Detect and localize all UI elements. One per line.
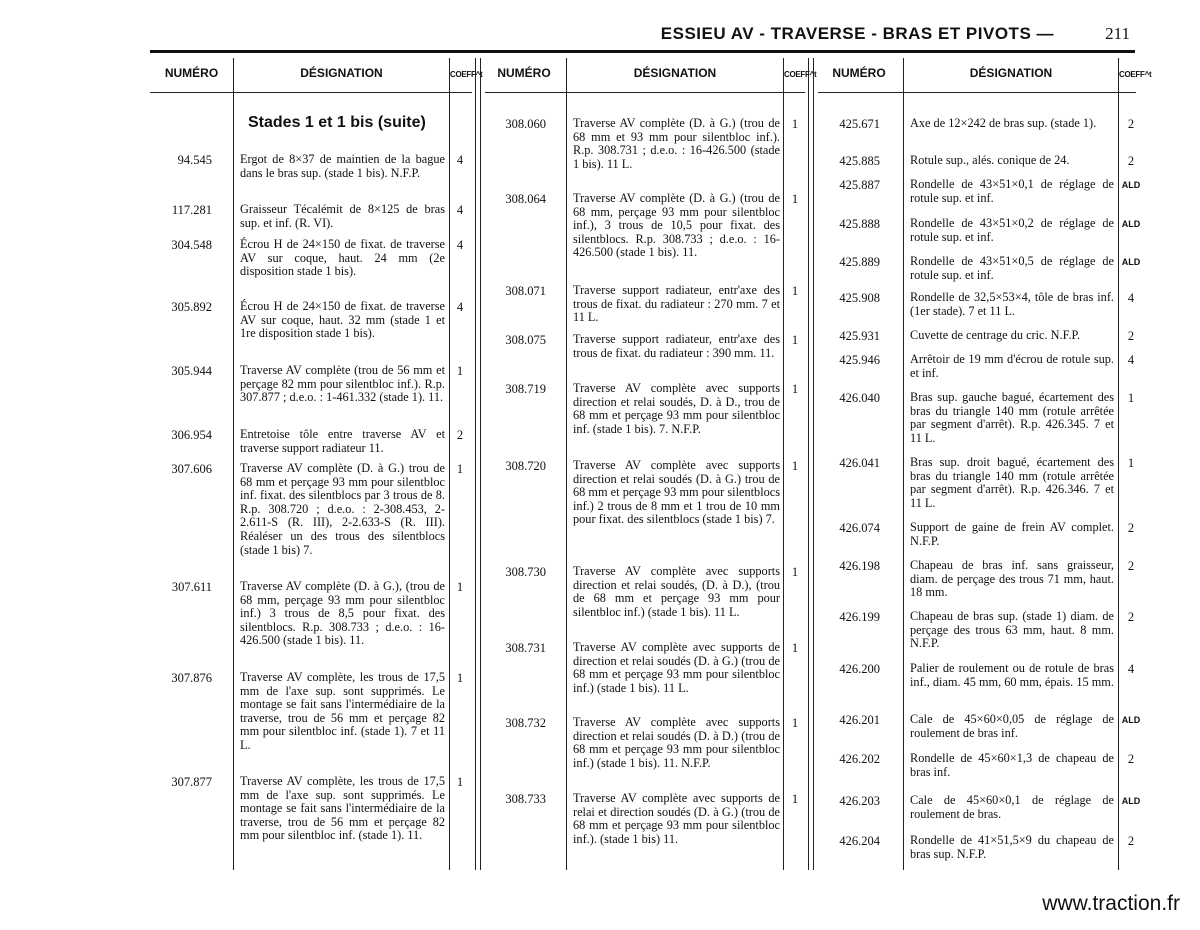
- section-title: Stades 1 et 1 bis (suite): [248, 114, 426, 131]
- part-number: 304.548: [171, 238, 212, 252]
- part-coefficient: 2: [1127, 117, 1135, 131]
- part-coefficient: 1: [791, 117, 799, 131]
- part-designation: Entretoise tôle entre traverse AV et traverse support radiateur 11.: [240, 427, 445, 455]
- part-designation: Chapeau de bras inf. sans graisseur, diam. de perçage des trous 71 mm, haut. 18 mm.: [910, 558, 1114, 600]
- part-coefficient: ALD: [1121, 180, 1141, 190]
- part-coefficient: 1: [791, 192, 799, 206]
- part-number: 308.720: [505, 459, 546, 473]
- part-number: 306.954: [171, 428, 212, 442]
- column-header-designation: DÉSIGNATION: [969, 66, 1053, 80]
- part-designation: Palier de roulement ou de rotule de bras inf., diam. 45 mm, 60 mm, épais. 15 mm.: [910, 661, 1114, 689]
- part-coefficient: ALD: [1121, 219, 1141, 229]
- part-number: 426.198: [839, 559, 880, 573]
- part-designation: Graisseur Técalémit de 8×125 de bras sup. et inf. (R. VI).: [240, 202, 445, 230]
- part-coefficient: 2: [1127, 521, 1135, 535]
- page-title: ESSIEU AV - TRAVERSE - BRAS ET PIVOTS —: [660, 24, 1054, 43]
- part-designation: Traverse AV complète avec supports direction et relai soudés, (D. à D.), (trou de 68 mm et perçage 93 mm pour silentbloc inf.) (stade 1 bis). 11 L.: [573, 564, 780, 619]
- part-coefficient: 2: [1127, 752, 1135, 766]
- column-header-designation: DÉSIGNATION: [633, 66, 717, 80]
- column-header-numero: NUMÉRO: [497, 66, 551, 80]
- column-divider: [808, 58, 814, 870]
- part-number: 426.040: [839, 391, 880, 405]
- part-designation: Traverse AV complète (D. à G.), (trou de 68 mm, perçage 93 mm pour silentbloc inf.) 3 trous de 8,5 pour fixat. des silentblocs. R.p. 308.733 ; d.e.o. : 16-426.500 (stade 1 bis). 11.: [240, 579, 445, 648]
- part-coefficient: 1: [456, 364, 464, 378]
- header-underline: [150, 92, 472, 93]
- part-number: 308.064: [505, 192, 546, 206]
- part-designation: Rondelle de 41×51,5×9 du chapeau de bras sup. N.F.P.: [910, 833, 1114, 861]
- part-coefficient: 1: [1127, 391, 1135, 405]
- header-rule: [150, 50, 1135, 53]
- part-number: 426.201: [839, 713, 880, 727]
- part-coefficient: 1: [1127, 456, 1135, 470]
- column-header-numero: NUMÉRO: [832, 66, 886, 80]
- part-designation: Cale de 45×60×0,1 de réglage de roulement de bras.: [910, 793, 1114, 821]
- part-number: 425.889: [839, 255, 880, 269]
- header-underline: [818, 92, 1136, 93]
- part-coefficient: 4: [456, 203, 464, 217]
- part-designation: Cale de 45×60×0,05 de réglage de roulement de bras inf.: [910, 712, 1114, 740]
- part-coefficient: ALD: [1121, 796, 1141, 806]
- part-coefficient: 1: [456, 775, 464, 789]
- column-header-coeff: COEFF^t: [1119, 70, 1152, 79]
- part-designation: Traverse AV complète avec supports de direction et relai soudés (D. à G.) (trou de 68 mm et perçage 93 mm pour silentbloc inf.) (stade 1 bis). 11 L.: [573, 640, 780, 695]
- part-number: 308.071: [505, 284, 546, 298]
- part-number: 308.731: [505, 641, 546, 655]
- part-designation: Cuvette de centrage du cric. N.F.P.: [910, 328, 1081, 342]
- part-number: 426.203: [839, 794, 880, 808]
- part-designation: Rondelle de 43×51×0,2 de réglage de rotule sup. et inf.: [910, 216, 1114, 244]
- part-number: 308.719: [505, 382, 546, 396]
- part-number: 425.671: [839, 117, 880, 131]
- part-designation: Axe de 12×242 de bras sup. (stade 1).: [910, 116, 1097, 130]
- part-designation: Écrou H de 24×150 de fixat. de traverse AV sur coque, haut. 24 mm (2e disposition stade 1 bis).: [240, 237, 445, 279]
- part-number: 305.892: [171, 300, 212, 314]
- part-coefficient: 4: [456, 238, 464, 252]
- watermark: www.traction.fr: [1042, 892, 1180, 915]
- part-coefficient: 4: [456, 153, 464, 167]
- part-coefficient: 2: [1127, 834, 1135, 848]
- part-designation: Rondelle de 43×51×0,1 de réglage de rotule sup. et inf.: [910, 177, 1114, 205]
- part-number: 426.199: [839, 610, 880, 624]
- header-underline: [485, 92, 805, 93]
- column-header-coeff: COEFF^t: [450, 70, 483, 79]
- part-coefficient: 4: [1127, 291, 1135, 305]
- part-number: 308.733: [505, 792, 546, 806]
- part-number: 307.606: [171, 462, 212, 476]
- part-number: 425.946: [839, 353, 880, 367]
- part-designation: Ergot de 8×37 de maintien de la bague dans le bras sup. (stade 1 bis). N.F.P.: [240, 152, 445, 180]
- part-coefficient: 2: [456, 428, 464, 442]
- part-designation: Bras sup. droit bagué, écartement des bras du triangle 140 mm (rotule arrêtée par segment d'arrêt). R.p. 426.346. 7 et 11 L.: [910, 455, 1114, 510]
- part-coefficient: 1: [456, 671, 464, 685]
- part-number: 425.887: [839, 178, 880, 192]
- part-designation: Rotule sup., alés. conique de 24.: [910, 153, 1070, 167]
- part-number: 425.885: [839, 154, 880, 168]
- part-number: 308.732: [505, 716, 546, 730]
- part-coefficient: 1: [791, 565, 799, 579]
- part-coefficient: 2: [1127, 154, 1135, 168]
- part-designation: Traverse AV complète avec supports direction et relai soudés (D. à D.) (trou de 68 mm et perçage 93 mm pour silentbloc inf.) (stade 1 bis). 11. N.F.P.: [573, 715, 780, 770]
- part-coefficient: 2: [1127, 610, 1135, 624]
- part-coefficient: 4: [1127, 353, 1135, 367]
- part-coefficient: 2: [1127, 329, 1135, 343]
- part-coefficient: 1: [791, 284, 799, 298]
- part-coefficient: 1: [456, 580, 464, 594]
- part-designation: Traverse AV complète avec supports direction et relai soudés (D. à G.) trou de 68 mm et perçage 93 mm pour silentblocs inf.) 2 trous de 8 mm et 1 trou de 10 mm pour fixat. des silentblocs (stade 1 bis) 7.: [573, 458, 780, 527]
- part-number: 425.908: [839, 291, 880, 305]
- part-coefficient: ALD: [1121, 257, 1141, 267]
- part-number: 426.200: [839, 662, 880, 676]
- part-coefficient: 2: [1127, 559, 1135, 573]
- part-designation: Traverse AV complète avec supports de relai et direction soudés (D. à G.) (trou de 68 mm et perçage 93 mm pour silentbloc inf.). (stade 1 bis) 11.: [573, 791, 780, 846]
- part-coefficient: 4: [1127, 662, 1135, 676]
- part-number: 307.877: [171, 775, 212, 789]
- part-number: 307.611: [171, 580, 212, 594]
- part-number: 426.041: [839, 456, 880, 470]
- part-number: 117.281: [171, 203, 212, 217]
- part-designation: Bras sup. gauche bagué, écartement des bras du triangle 140 mm (rotule arrêtée par segment d'arrêt). R.p. 426.345. 7 et 11 L.: [910, 390, 1114, 445]
- part-designation: Traverse support radiateur, entr'axe des trous de fixat. du radiateur : 270 mm. 7 et 11 L.: [573, 283, 780, 325]
- part-designation: Traverse AV complète (D. à G.) (trou de 68 mm et 93 mm pour silentbloc inf.). R.p. 308.731 ; d.e.o. : 16-426.500 (stade 1 bis). 11 L.: [573, 116, 780, 171]
- column-divider: [903, 58, 904, 870]
- part-designation: Écrou H de 24×150 de fixat. de traverse AV sur coque, haut. 32 mm (stade 1 et 1re disposition stade 1 bis).: [240, 299, 445, 341]
- part-coefficient: ALD: [1121, 715, 1141, 725]
- part-coefficient: 4: [456, 300, 464, 314]
- column-divider: [566, 58, 567, 870]
- part-number: 425.931: [839, 329, 880, 343]
- part-number: 308.060: [505, 117, 546, 131]
- part-designation: Traverse AV complète (trou de 56 mm et perçage 82 mm pour silentbloc inf.). R.p. 307.877 ; d.e.o. : 1-461.332 (stade 1). 11.: [240, 363, 445, 405]
- column-divider: [475, 58, 481, 870]
- part-designation: Traverse AV complète (D. à G.) trou de 68 mm et perçage 93 mm pour silentbloc inf. fixat. des silentblocs par 3 trous de 8. R.p. 308.720 ; d.e.o. : 2-308.453, 2-2.611-S (R. III), 2-2.633-S (R. III). Réaléser un des trous des silentblocs (stade 1 bis) 7.: [240, 461, 445, 557]
- part-coefficient: 1: [791, 792, 799, 806]
- column-header-designation: DÉSIGNATION: [300, 66, 383, 80]
- part-coefficient: 1: [791, 459, 799, 473]
- part-coefficient: 1: [791, 333, 799, 347]
- part-designation: Rondelle de 43×51×0,5 de réglage de rotule sup. et inf.: [910, 254, 1114, 282]
- part-designation: Traverse AV complète avec supports direction et relai soudés, D. à D., trou de 68 mm et perçage 93 mm pour silentbloc inf. (stade 1 bis). 7. N.F.P.: [573, 381, 780, 436]
- part-designation: Traverse support radiateur, entr'axe des trous de fixat. du radiateur : 390 mm. 11.: [573, 332, 780, 360]
- column-divider: [1118, 58, 1119, 870]
- part-number: 426.074: [839, 521, 880, 535]
- part-designation: Rondelle de 32,5×53×4, tôle de bras inf. (1er stade). 7 et 11 L.: [910, 290, 1114, 318]
- part-coefficient: 1: [791, 716, 799, 730]
- part-number: 425.888: [839, 217, 880, 231]
- part-number: 426.202: [839, 752, 880, 766]
- column-header-numero: NUMÉRO: [164, 66, 219, 80]
- part-coefficient: 1: [456, 462, 464, 476]
- part-coefficient: 1: [791, 382, 799, 396]
- part-number: 305.944: [171, 364, 212, 378]
- part-designation: Rondelle de 45×60×1,3 de chapeau de bras inf.: [910, 751, 1114, 779]
- part-designation: Chapeau de bras sup. (stade 1) diam. de perçage des trous 63 mm, haut. 8 mm. N.F.P.: [910, 609, 1114, 651]
- part-designation: Traverse AV complète, les trous de 17,5 mm de l'axe sup. sont supprimés. Le montage se fait sans l'intermédiaire de la traverse, trou de 56 mm et perçage 82 mm pour silentbloc inf. (stade 1). 7 et 11 L.: [240, 670, 445, 752]
- part-number: 94.545: [177, 153, 212, 167]
- part-designation: Support de gaine de frein AV complet. N.F.P.: [910, 520, 1114, 548]
- part-designation: Traverse AV complète (D. à G.) (trou de 68 mm, perçage 93 mm pour silentbloc inf.), 3 trous de 10,5 pour fixat. des silentblocs. R.p. 308.733 ; d.e.o. : 16-426.500 (stade 1 bis). 11.: [573, 191, 780, 260]
- page-number: 211: [1105, 24, 1130, 43]
- part-number: 308.075: [505, 333, 546, 347]
- column-divider: [233, 58, 234, 870]
- part-number: 308.730: [505, 565, 546, 579]
- part-number: 307.876: [171, 671, 212, 685]
- page-header: [0, 24, 1130, 46]
- part-designation: Traverse AV complète, les trous de 17,5 mm de l'axe sup. sont supprimés. Le montage se fait sans l'intermédiaire de la traverse, trou de 56 mm et perçage 82 mm pour silentbloc inf. (stade 1). 11.: [240, 774, 445, 843]
- part-designation: Arrêtoir de 19 mm d'écrou de rotule sup. et inf.: [910, 352, 1114, 380]
- part-coefficient: 1: [791, 641, 799, 655]
- column-header-coeff: COEFF^t: [784, 70, 817, 79]
- part-number: 426.204: [839, 834, 880, 848]
